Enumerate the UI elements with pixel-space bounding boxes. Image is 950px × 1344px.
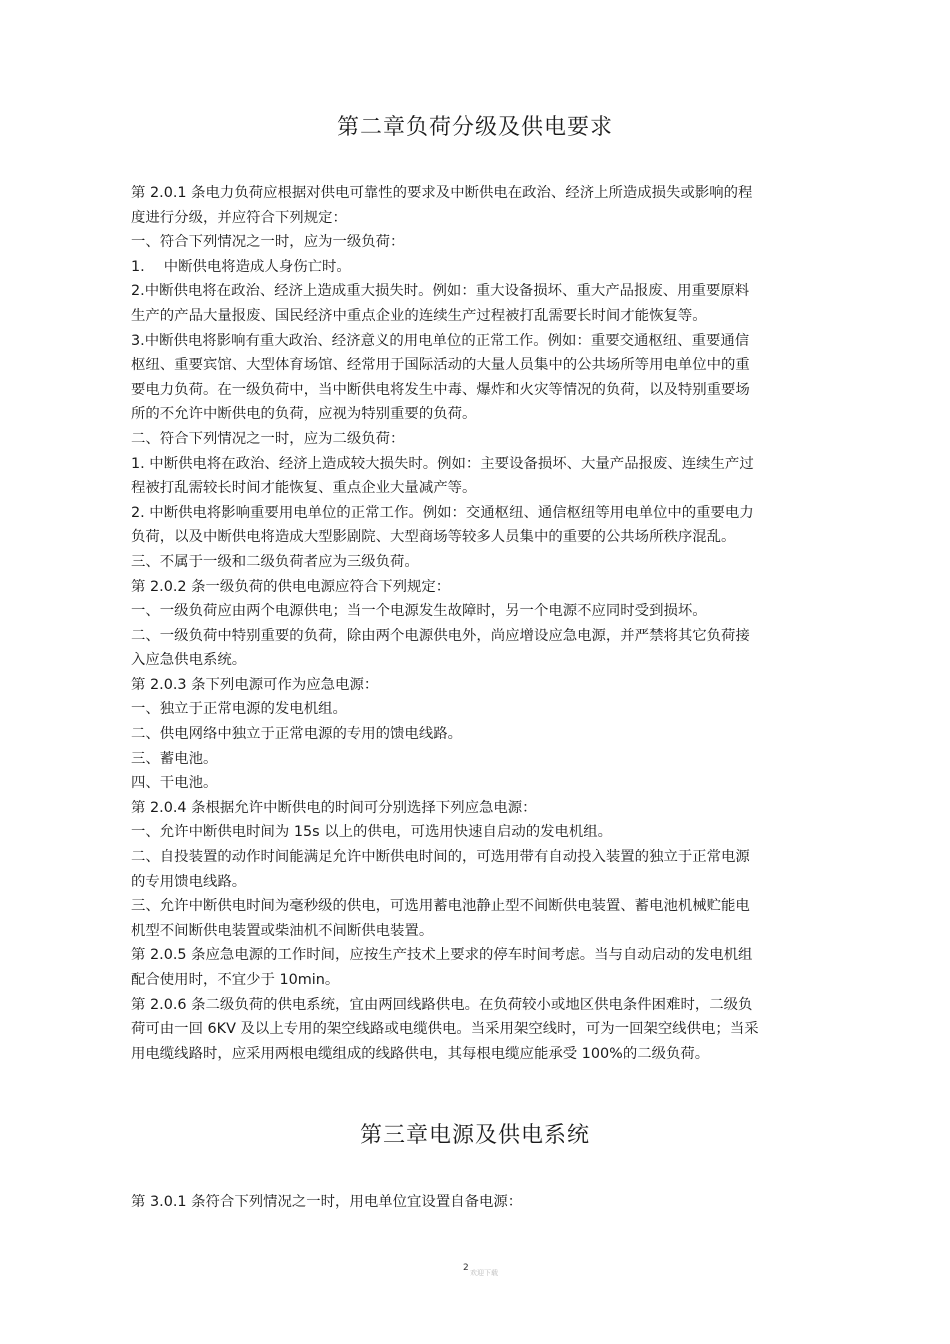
chapter-body <box>131 1190 831 1215</box>
text-line: 第 2.0.3 条下列电源可作为应急电源： <box>131 676 379 693</box>
text-line: 配合使用时，不宜少于 10min。 <box>131 972 340 988</box>
watermark-text: 欢迎下载 <box>470 1269 498 1277</box>
text-line: 负荷，以及中断供电将造成大型影剧院、大型商场等较多人员集中的重要的公共场所秩序混乱。 <box>131 529 736 546</box>
text-line: 2. 中断供电将影响重要用电单位的正常工作。例如：交通枢纽、通信枢纽等用电单位中的重要电力 <box>131 504 754 521</box>
text-line: 第 2.0.4 条根据允许中断供电的时间可分别选择下列应急电源： <box>131 799 537 816</box>
text-line: 三、不属于一级和二级负荷者应为三级负荷。 <box>131 553 419 570</box>
text-line: 枢纽、重要宾馆、大型体育场馆、经常用于国际活动的大量人员集中的公共场所等用电单位中的重 <box>131 357 750 374</box>
text-line: 二、符合下列情况之一时，应为二级负荷： <box>131 430 405 447</box>
text-line: 一、一级负荷应由两个电源供电；当一个电源发生故障时，另一个电源不应同时受到损坏。 <box>131 603 707 620</box>
text-line: 用电缆线路时，应采用两根电缆组成的线路供电，其每根电缆应能承受 100%的二级负荷。 <box>131 1045 710 1062</box>
text-line: 程被打乱需较长时间才能恢复、重点企业大量减产等。 <box>131 480 477 497</box>
text-line: 2.中断供电将在政治、经济上造成重大损失时。例如：重大设备损坏、重大产品报废、用重要原料 <box>131 283 750 300</box>
chapter-body <box>131 181 831 1066</box>
text-line: 第 2.0.2 条一级负荷的供电电源应符合下列规定： <box>131 578 451 595</box>
text-line: 所的不允许中断供电的负荷，应视为特别重要的负荷。 <box>131 406 477 423</box>
text-line: 1. 中断供电将造成人身伤亡时。 <box>131 258 351 275</box>
text-line: 一、允许中断供电时间为 15s 以上的供电，可选用快速自启动的发电机组。 <box>131 824 613 841</box>
text-line: 二、自投装置的动作时间能满足允许中断供电时间的，可选用带有自动投入装置的独立于正常电源 <box>131 849 750 866</box>
text-line: 1. 中断供电将在政治、经济上造成较大损失时。例如：主要设备损坏、大量产品报废、连续生产过 <box>131 455 754 472</box>
text-line: 第 2.0.6 条二级负荷的供电系统，宜由两回线路供电。在负荷较小或地区供电条件困难时，二级负 <box>131 996 753 1013</box>
text-line: 三、允许中断供电时间为毫秒级的供电，可选用蓄电池静止型不间断供电装置、蓄电池机械贮能电 <box>131 898 750 915</box>
text-line: 一、独立于正常电源的发电机组。 <box>131 701 347 718</box>
text-line: 一、符合下列情况之一时，应为一级负荷： <box>131 234 405 251</box>
text-line: 二、一级负荷中特别重要的负荷，除由两个电源供电外，尚应增设应急电源，并严禁将其它负荷接 <box>131 627 750 644</box>
text-line: 3.中断供电将影响有重大政治、经济意义的用电单位的正常工作。例如：重要交通枢纽、重要通信 <box>131 332 750 349</box>
text-line: 四、干电池。 <box>131 775 218 792</box>
text-line: 的专用馈电线路。 <box>131 873 247 890</box>
chapter-title: 第三章电源及供电系统 <box>359 1123 590 1148</box>
text-line: 三、蓄电池。 <box>131 750 218 767</box>
text-line: 二、供电网络中独立于正常电源的专用的馈电线路。 <box>131 726 462 743</box>
text-line: 要电力负荷。在一级负荷中，当中断供电将发生中毒、爆炸和火灾等情况的负荷，以及特别重要场 <box>131 381 750 398</box>
text-line: 荷可由一回 6KV 及以上专用的架空线路或电缆供电。当采用架空线时，可为一回架空线供电；当采 <box>131 1021 759 1038</box>
chapter-title: 第二章负荷分级及供电要求 <box>336 115 613 140</box>
text-line: 第 2.0.5 条应急电源的工作时间，应按生产技术上要求的停车时间考虑。当与自动启动的发电机组 <box>131 947 753 964</box>
text-line: 第 3.0.1 条符合下列情况之一时，用电单位宜设置自备电源： <box>131 1194 523 1210</box>
text-line: 度进行分级，并应符合下列规定： <box>131 209 347 226</box>
page-number: 2 <box>463 1263 469 1273</box>
text-line: 入应急供电系统。 <box>131 652 247 669</box>
text-line: 第 2.0.1 条电力负荷应根据对供电可靠性的要求及中断供电在政治、经济上所造成损失或影响的程 <box>131 185 753 201</box>
text-line: 机型不间断供电装置或柴油机不间断供电装置。 <box>131 922 434 939</box>
text-line: 生产的产品大量报废、国民经济中重点企业的连续生产过程被打乱需要长时间才能恢复等。 <box>131 307 707 324</box>
